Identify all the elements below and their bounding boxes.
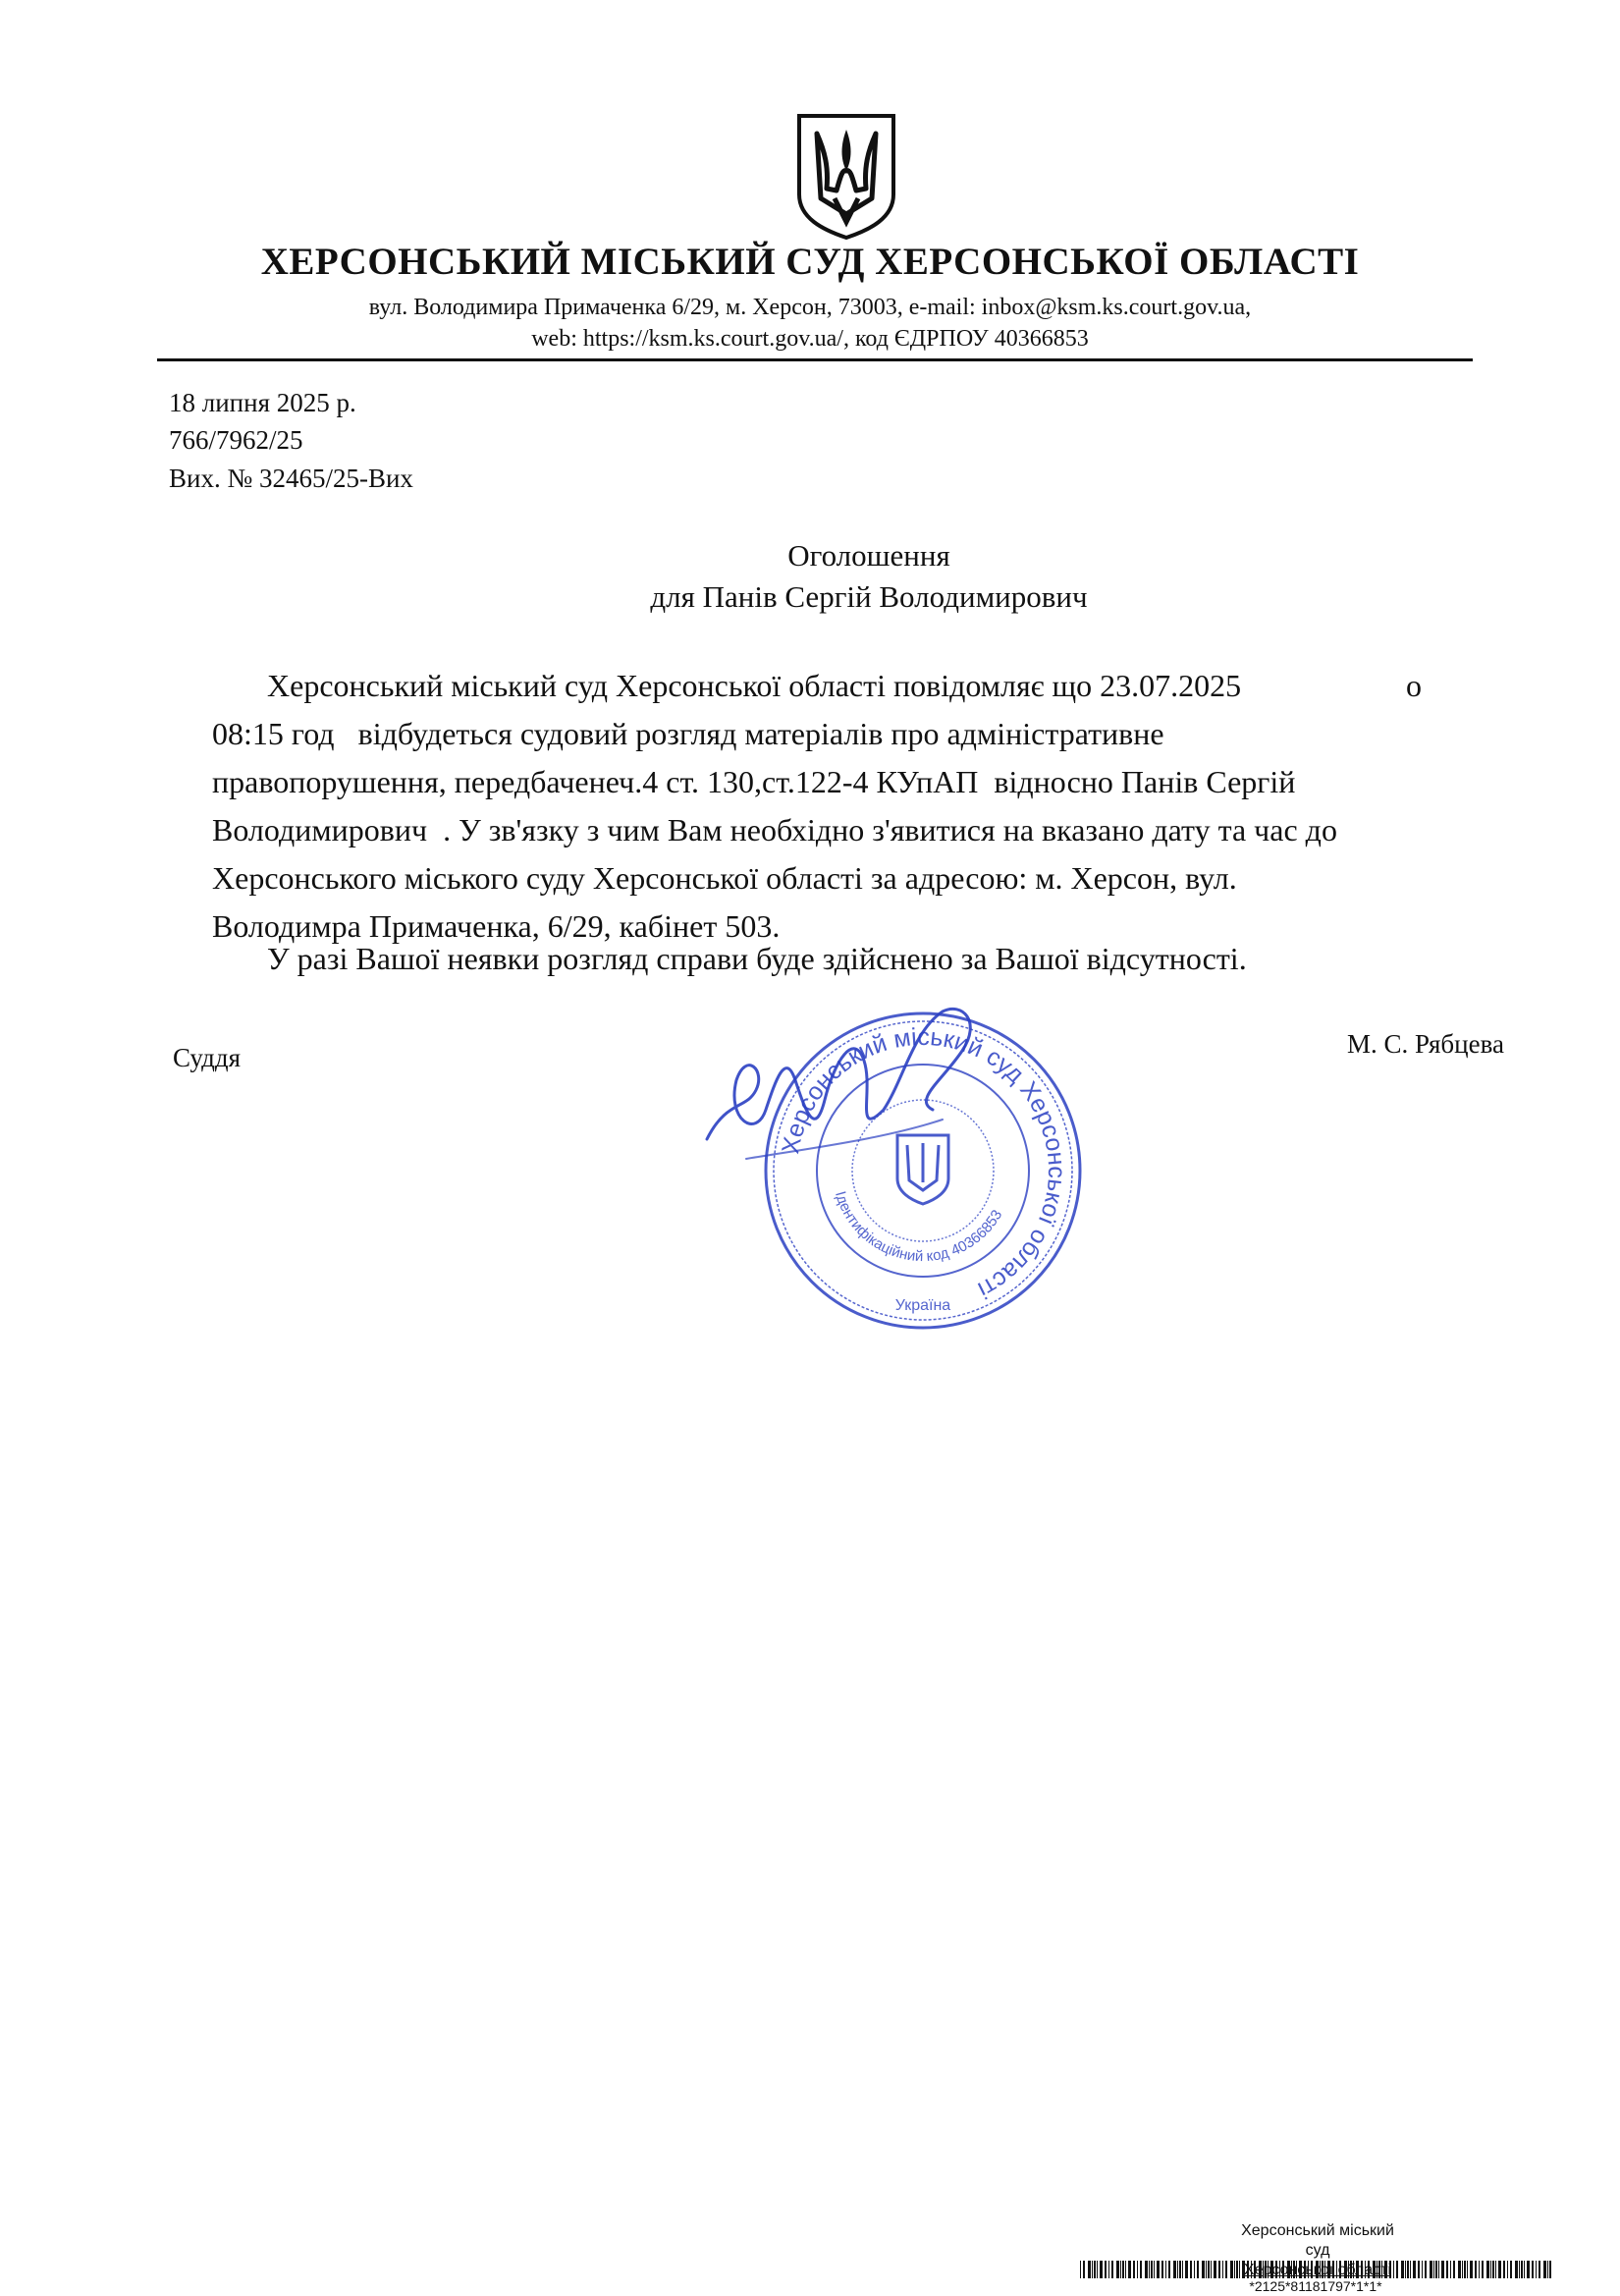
barcode-bar: [1401, 2261, 1404, 2278]
stamp-ring-text: Херсонський міський суд Херсонської області: [777, 1022, 1071, 1304]
barcode-bar: [1441, 2261, 1444, 2278]
barcode-bar: [1105, 2261, 1107, 2278]
barcode-bar: [1539, 2261, 1540, 2278]
body-line-2: 08:15 год відбудеться судовий розгляд матеріалів про адміністративне: [212, 716, 1164, 751]
barcode-bar: [1222, 2261, 1223, 2278]
barcode-bar: [1094, 2261, 1096, 2278]
barcode-bar: [1202, 2261, 1205, 2278]
barcode-bar: [1490, 2261, 1491, 2278]
barcode-bar: [1308, 2261, 1309, 2278]
judge-label: Суддя: [173, 1043, 242, 1072]
notice-recipient: для Панів Сергій Володимирович: [650, 579, 1088, 614]
barcode-bar: [1145, 2261, 1148, 2278]
barcode-bar: [1236, 2261, 1238, 2278]
barcode-bar: [1211, 2261, 1212, 2278]
barcode-bar: [1486, 2261, 1489, 2278]
barcode-bar: [1242, 2261, 1245, 2278]
barcode-number: *2125*81181797*1*1*: [1249, 2278, 1382, 2294]
barcode-bar: [1168, 2261, 1170, 2278]
barcode-bar: [1438, 2261, 1439, 2278]
barcode-bar: [1433, 2261, 1434, 2278]
barcode-bar: [1519, 2261, 1520, 2278]
footer-court-line-2: області: [1337, 2262, 1392, 2278]
barcode-bar: [1430, 2261, 1432, 2278]
barcode-bar: [1503, 2261, 1505, 2278]
barcode-bar: [1527, 2261, 1530, 2278]
barcode-bar: [1475, 2261, 1477, 2278]
barcode-bar: [1435, 2261, 1437, 2278]
barcode-bar: [1462, 2261, 1463, 2278]
barcode-bar: [1304, 2261, 1306, 2278]
barcode-bar: [1218, 2261, 1220, 2278]
barcode-bar: [1291, 2261, 1292, 2278]
body-line-4: Володимирович . У зв'язку з чим Вам необхідно з'явитися на вказано дату та час до: [212, 812, 1337, 847]
barcode-bar: [1206, 2261, 1207, 2278]
barcode-bar: [1299, 2261, 1302, 2278]
barcode-bar: [1407, 2261, 1409, 2278]
stamp-inner-text: Ідентифікаційний код 40366853: [831, 1189, 1006, 1266]
judge-name: М. С. Рябцева: [1347, 1029, 1504, 1059]
barcode-bar: [1151, 2261, 1153, 2278]
barcode-bar: [1214, 2261, 1216, 2278]
court-address: вул. Володимира Примаченка 6/29, м. Херсон, 73003, e-mail: inbox@ksm.ks.court.gov.ua,: [368, 295, 1252, 320]
barcode-bar: [1393, 2261, 1394, 2278]
barcode-bar: [1197, 2261, 1199, 2278]
barcode-bar: [1446, 2261, 1448, 2278]
barcode-bar: [1194, 2261, 1195, 2278]
barcode-bar: [1128, 2261, 1131, 2278]
barcode-bar: [1350, 2261, 1352, 2278]
barcode-bar: [1425, 2261, 1427, 2278]
barcode-bar: [1361, 2261, 1363, 2278]
barcode-bar: [1239, 2261, 1240, 2278]
barcode-bar: [1498, 2261, 1501, 2278]
barcode-bar: [1100, 2261, 1103, 2278]
judge-signature: [687, 992, 1021, 1198]
body-line-5: Херсонського міського суду Херсонської області за адресою: м. Херсон, вул.: [212, 860, 1237, 896]
barcode-bar: [1251, 2261, 1252, 2278]
court-web-code: web: https://ksm.ks.court.gov.ua/, код ЄДРПОУ 40366853: [531, 326, 1089, 352]
barcode-bar: [1536, 2261, 1537, 2278]
barcode-bar: [1316, 2261, 1319, 2278]
barcode-bar: [1547, 2261, 1548, 2278]
barcode-bar: [1479, 2261, 1480, 2278]
barcode-bar: [1208, 2261, 1210, 2278]
barcode-bar: [1396, 2261, 1398, 2278]
barcode-bar: [1311, 2261, 1313, 2278]
barcode-bar: [1453, 2261, 1455, 2278]
barcode-bar: [1230, 2261, 1233, 2278]
barcode-bar: [1137, 2261, 1138, 2278]
barcode-bar: [1185, 2261, 1188, 2278]
body-line-7: У разі Вашої неявки розгляд справи буде здійснено за Вашої відсутності.: [267, 941, 1247, 976]
body-line-1-end: о: [1406, 668, 1422, 703]
barcode-bar: [1282, 2261, 1284, 2278]
barcode-bar: [1133, 2261, 1135, 2278]
barcode-bar: [1296, 2261, 1297, 2278]
barcode-bar: [1083, 2261, 1085, 2278]
barcode-bar: [1353, 2261, 1354, 2278]
barcode-bar: [1450, 2261, 1451, 2278]
barcode-bar: [1384, 2261, 1387, 2278]
barcode-bar: [1324, 2261, 1325, 2278]
barcode-bar: [1190, 2261, 1192, 2278]
barcode-bar: [1378, 2261, 1380, 2278]
barcode-bar: [1389, 2261, 1391, 2278]
barcode-bar: [1458, 2261, 1461, 2278]
barcode-bar: [1182, 2261, 1183, 2278]
barcode-bar: [1140, 2261, 1142, 2278]
barcode-bar: [1336, 2261, 1337, 2278]
barcode-bar: [1097, 2261, 1098, 2278]
barcode-bar: [1521, 2261, 1523, 2278]
body-line-6: Володимра Примаченка, 6/29, кабінет 503.: [212, 908, 781, 944]
header-divider: [157, 358, 1473, 361]
barcode-bar: [1322, 2261, 1323, 2278]
outgoing-number: Вих. № 32465/25-Вих: [169, 464, 413, 493]
barcode-bar: [1149, 2261, 1150, 2278]
barcode-bar: [1467, 2261, 1468, 2278]
barcode-bar: [1413, 2261, 1416, 2278]
barcode-bar: [1510, 2261, 1512, 2278]
barcode-bar: [1177, 2261, 1178, 2278]
barcode-bar: [1275, 2261, 1277, 2278]
barcode-bar: [1254, 2261, 1256, 2278]
body-line-3: правопорушення, передбаченеч.4 ст. 130,ст.122-4 КУпАП відносно Панів Сергій: [212, 764, 1296, 799]
barcode-bar: [1492, 2261, 1494, 2278]
barcode-bar: [1268, 2261, 1269, 2278]
barcode-bar: [1532, 2261, 1534, 2278]
barcode-bar: [1270, 2261, 1273, 2278]
notice-title: Оголошення: [787, 538, 950, 573]
barcode-bar: [1165, 2261, 1166, 2278]
barcode-bar: [1549, 2261, 1551, 2278]
barcode-bar: [1344, 2261, 1347, 2278]
barcode-bar: [1495, 2261, 1496, 2278]
barcode-bar: [1507, 2261, 1508, 2278]
barcode-bar: [1365, 2261, 1366, 2278]
barcode-bar: [1116, 2261, 1119, 2278]
barcode-bar: [1287, 2261, 1290, 2278]
barcode-bar: [1543, 2261, 1546, 2278]
barcode-bar: [1373, 2261, 1376, 2278]
document-barcode: [1080, 2261, 1551, 2278]
barcode-bar: [1080, 2261, 1081, 2278]
barcode-bar: [1293, 2261, 1295, 2278]
barcode-bar: [1332, 2261, 1334, 2278]
barcode-bar: [1524, 2261, 1525, 2278]
barcode-bar: [1225, 2261, 1227, 2278]
barcode-bar: [1422, 2261, 1423, 2278]
barcode-bar: [1482, 2261, 1484, 2278]
barcode-bar: [1410, 2261, 1411, 2278]
barcode-bar: [1088, 2261, 1091, 2278]
barcode-bar: [1327, 2261, 1330, 2278]
footer-court-line-1: Херсонський міський суд: [1241, 2222, 1394, 2259]
barcode-bar: [1470, 2261, 1473, 2278]
barcode-bar: [1108, 2261, 1109, 2278]
stamp-country-text: Україна: [894, 1297, 951, 1314]
barcode-bar: [1111, 2261, 1113, 2278]
barcode-bar: [1154, 2261, 1155, 2278]
barcode-bar: [1348, 2261, 1349, 2278]
barcode-bar: [1356, 2261, 1359, 2278]
barcode-bar: [1515, 2261, 1518, 2278]
barcode-bar: [1320, 2261, 1321, 2278]
body-line-1: Херсонський міський суд Херсонської області повідомляє що 23.07.2025: [267, 668, 1242, 703]
barcode-bar: [1125, 2261, 1126, 2278]
trident-emblem-icon: [791, 112, 901, 240]
barcode-bar: [1161, 2261, 1163, 2278]
barcode-bar: [1381, 2261, 1382, 2278]
barcode-bar: [1464, 2261, 1466, 2278]
case-number: 766/7962/25: [169, 425, 303, 455]
barcode-bar: [1234, 2261, 1235, 2278]
barcode-bar: [1368, 2261, 1370, 2278]
barcode-bar: [1092, 2261, 1093, 2278]
barcode-bar: [1263, 2261, 1264, 2278]
barcode-bar: [1179, 2261, 1181, 2278]
barcode-bar: [1405, 2261, 1406, 2278]
barcode-bar: [1157, 2261, 1160, 2278]
barcode-bar: [1122, 2261, 1124, 2278]
barcode-bar: [1279, 2261, 1280, 2278]
barcode-bar: [1259, 2261, 1262, 2278]
barcode-bar: [1120, 2261, 1121, 2278]
document-date: 18 липня 2025 р.: [169, 388, 356, 417]
barcode-bar: [1173, 2261, 1176, 2278]
barcode-bar: [1265, 2261, 1267, 2278]
barcode-bar: [1339, 2261, 1341, 2278]
barcode-bar: [1418, 2261, 1420, 2278]
court-name: ХЕРСОНСЬКИЙ МІСЬКИЙ СУД ХЕРСОНСЬКОЇ ОБЛАСТІ: [260, 241, 1360, 283]
barcode-bar: [1247, 2261, 1249, 2278]
